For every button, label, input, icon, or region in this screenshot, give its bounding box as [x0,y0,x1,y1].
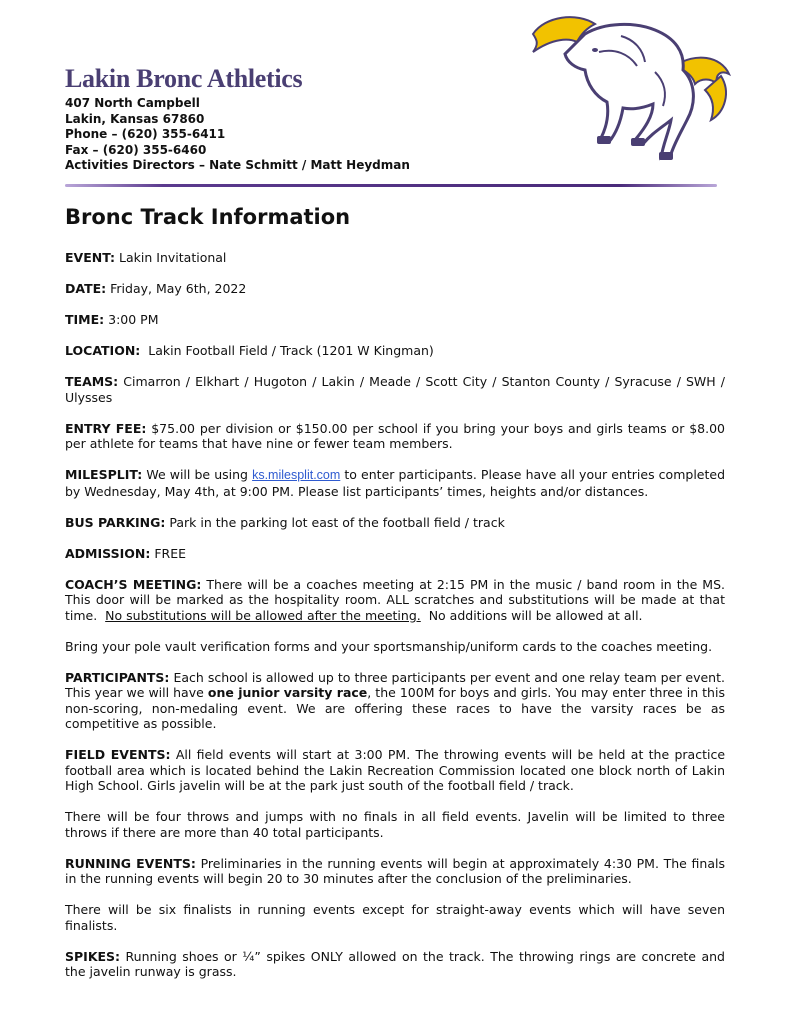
address-city: Lakin, Kansas 67860 [65,111,205,126]
bus-parking-line: BUS PARKING: Park in the parking lot east of the football field / track [65,514,505,530]
event-line: EVENT: Lakin Invitational [65,250,227,265]
verification-note: Bring your pole vault verification forms and your sportsmanship/uniform cards to the coaches meeting. [65,638,713,654]
entry-fee-paragraph: ENTRY FEE: $75.00 per division or $150.00 per school if you bring your boys and girls teams or $8.00 per athlete for teams that have nine or fewer team members. [65,420,725,451]
school-title: Lakin Bronc Athletics [65,64,303,93]
throws-note: There will be four throws and jumps with no finals in all field events. Javelin will be limited to three throws if there are more than 40 total participants. [65,809,725,840]
header-divider [65,184,717,187]
finalists-note: There will be six finalists in running events except for straight-away events which will have seven finalists. [65,902,725,933]
address-block [65,96,410,174]
teams-line: TEAMS: Cimarron / Elkhart / Hugoton / Lakin / Meade / Scott City / Stanton County / Syracuse / SWH / Ulysses [65,374,725,405]
spikes-paragraph: SPIKES: Running shoes or ¼” spikes ONLY allowed on the track. The throwing rings are concrete and the javelin runway is grass. [65,948,725,979]
participants-paragraph: PARTICIPANTS: Each school is allowed up to three participants per event and one relay team per event. This year we will have one junior varsity race, the 100M for boys and girls. You may enter three in this non-scoring, non-medaling event. We are offering these races to have the varsity races be as competitive as possible. [65,669,725,731]
date-line: DATE: Friday, May 6th, 2022 [65,281,247,296]
bronco-horse-icon [525,12,735,172]
address-street: 407 North Campbell [65,96,200,110]
milesplit-paragraph: MILESPLIT: We will be using ks.milesplit.com to enter participants. Please have all your entries completed by Wednesday, May 4th, at 9:00 PM. Please list participants’ times, heights and/or distances. [65,467,726,499]
address-fax: Fax – (620) 355-6460 [65,142,207,157]
admission-line: ADMISSION: FREE [65,545,186,561]
document-body [65,250,725,995]
page-title: Bronc Track Information [65,205,351,229]
location-line: LOCATION: Lakin Football Field / Track (1201 W Kingman) [65,343,434,358]
time-line: TIME: 3:00 PM [65,312,159,327]
address-phone: Phone – (620) 355-6411 [65,127,226,141]
address-directors: Activities Directors – Nate Schmitt / Matt Heydman [65,158,410,172]
running-events-paragraph: RUNNING EVENTS: Preliminaries in the running events will begin at approximately 4:30 PM. The finals in the running events will begin 20 to 30 minutes after the conclusion of the preliminaries. [65,855,725,886]
coaches-meeting-paragraph: COACH’S MEETING: There will be a coaches meeting at 2:15 PM in the music / band room in the MS. This door will be marked as the hospitality room. ALL scratches and substitutions will be made at that time. No substitutions will be allowed after the meeting. No additions will be allowed at all. [65,576,725,623]
milesplit-link[interactable]: ks.milesplit.com [252,468,341,482]
field-events-paragraph: FIELD EVENTS: All field events will start at 3:00 PM. The throwing events will be held at the practice football area which is located behind the Lakin Recreation Commission located one block north of Lakin High School. Girls javelin will be at the park just south of the football field / track. [65,747,726,793]
